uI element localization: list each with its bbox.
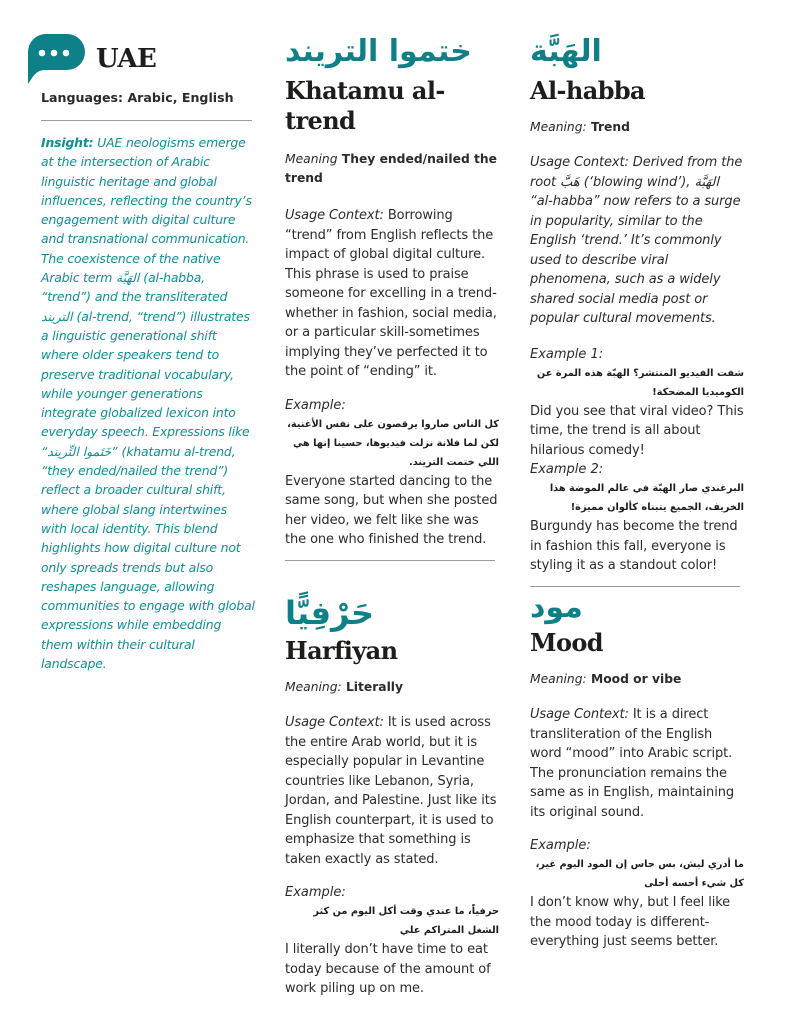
meaning-label: Meaning: [530, 120, 587, 134]
insight-paragraph [41, 133, 255, 673]
insight-text: UAE neologisms emerge at the intersection of Arabic linguistic heritage and global influences, reflecting the country’s engagement with digital culture and transnational communication. The coexistence of the native Arabic term الهَبَّة (al-habba, “trend”) and the transliterated التريند (al-trend, “trend”) illustrates a linguistic generational shift where older speakers tend to preserve traditional vocabulary, while younger generations integrate globalized lexicon into everyday speech. Expressions like “خَتَموا التِّريند” (khatamu al-trend, “they ended/nailed the trend”) reflect a broader cultural shift, where global slang intertwines with local identity. This blend highlights how digital culture not only spreads trends but also reshapes language, allowing communities to engage with global expressions while embedding them within their cultural landscape. [41, 135, 255, 672]
divider [41, 120, 252, 121]
speech-bubble-ellipsis-icon [25, 32, 85, 90]
example-1-arabic: شفت الفيديو المنتشر؟ الهبّة هذه المرة عن الكوميديا المضحكة! [536, 367, 744, 398]
example-arabic: حرفياً، ما عندي وقت أكل اليوم من كثر الشغل المتراكم علي [313, 906, 499, 936]
entry-harfiyan [285, 592, 499, 999]
usage-context [285, 713, 499, 869]
transliteration-title: Al-habba [530, 76, 646, 105]
example-english: I literally don’t have time to eat today because of the amount of work piling up on me. [285, 942, 491, 996]
example-2-english: Burgundy has become the trend in fashion this fall, everyone is styling it as a standout color! [530, 519, 738, 573]
meaning-line [530, 670, 744, 689]
meaning-line [285, 678, 499, 697]
usage-text: It is used across the entire Arab world, but it is especially popular in Levantine countries like Lebanon, Syria, Jordan, and Palestine. Just like its English counterpart, it is used to emphasize that something is taken exactly as stated. [285, 715, 497, 867]
example-english: Everyone started dancing to the same song, but when she posted her video, we felt like she was the one who finished the trend. [285, 473, 498, 547]
entry-mood [530, 590, 744, 952]
meaning-value: Mood or vibe [586, 672, 682, 686]
example-2-arabic: البرغندي صار الهبّة في عالم الموضة هذا الخريف، الجميع يتبناه كألوان مميزة! [549, 483, 744, 513]
arabic-term: مود [530, 590, 583, 625]
arabic-term: حَرْفِيًّا [285, 594, 374, 632]
divider [530, 586, 740, 587]
meaning-label: Meaning: [530, 672, 587, 686]
country-title: UAE [96, 44, 157, 74]
insight-lead: Insight: [41, 135, 94, 150]
brand-header [25, 32, 156, 90]
usage-context [530, 705, 744, 822]
example-label: Example: [285, 397, 346, 413]
languages-label: Languages: Arabic, English [41, 90, 234, 105]
example-2-label: Example 2: [530, 462, 604, 477]
example-english: I don’t know why, but I feel like the mood today is different-everything just seems better. [530, 895, 731, 949]
meaning-line [285, 150, 499, 188]
example-1-english: Did you see that viral video? This time, the trend is all about hilarious comedy! [530, 403, 744, 458]
example-1-label: Example 1: [530, 346, 604, 362]
meaning-value: Literally [341, 680, 404, 694]
meaning-label: Meaning [285, 152, 338, 166]
usage-text: It is a direct transliteration of the English word “mood” into Arabic script. The pronunciation remains the same as in English, maintaining its original sound. [530, 707, 734, 820]
transliteration-title: Mood [530, 628, 603, 657]
example-arabic: ما أدري ليش، بس حاس إن المود اليوم غير، كل شيء أحسه أحلى [535, 859, 744, 889]
meaning-value: They ended/nailed the trend [285, 152, 498, 185]
transliteration-title: Khatamu al-trend [285, 76, 445, 135]
example-label: Example: [285, 885, 346, 900]
meaning-value: Trend [586, 120, 630, 134]
usage-context: Usage Context: Derived from the root هَبَّ (‘blowing wind’), الهَبَّة “al-habba” now refers to a surge in popularity, similar to the English ‘trend.’ It’s commonly used to describe viral phenomena, such as a widely shared social media post or popular cultural movements. [530, 155, 743, 326]
meaning-label: Meaning: [285, 680, 342, 694]
meaning-line [530, 118, 744, 137]
usage-text: Borrowing “trend” from English reflects the impact of global digital culture. This phrase is used to praise someone for excelling in a trend-whether in fashion, social media, or a particular skill-sometimes implying they’ve perfected it to the point of “ending” it. [285, 208, 497, 379]
arabic-term: ختموا التريند [285, 34, 472, 69]
usage-label: Usage Context: [285, 208, 384, 223]
usage-context [285, 206, 499, 382]
entry-khatamu-al-trend [285, 34, 499, 561]
divider [285, 560, 495, 561]
usage-label: Usage Context: [530, 707, 629, 722]
transliteration-title: Harfiyan [285, 636, 398, 665]
usage-label: Usage Context: [285, 715, 384, 730]
arabic-term: الهَبَّة [530, 34, 602, 69]
example-arabic: كل الناس صاروا يرقصون على نفس الأغنية، لكن لما فلانة نزلت فيديوها، حسينا إنها هي اللي ختمت التريند. [287, 418, 499, 468]
example-label: Example: [530, 838, 591, 853]
entry-al-habba [530, 34, 744, 587]
